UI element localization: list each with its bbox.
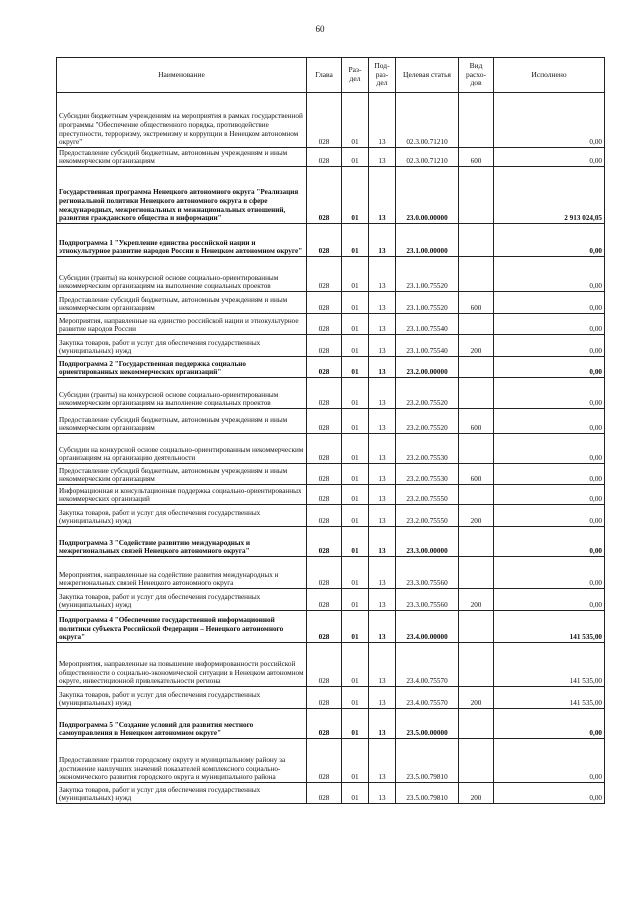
cell-section: 01 (342, 557, 369, 589)
cell-chapter: 028 (307, 783, 342, 804)
cell-expense-type (459, 357, 494, 378)
cell-executed: 0,00 (494, 148, 605, 167)
cell-executed: 0,00 (494, 739, 605, 783)
cell-target: 23.4.00.75570 (396, 643, 459, 687)
cell-subsection: 13 (369, 292, 396, 314)
cell-target: 02.3.00.71210 (396, 93, 459, 148)
cell-target: 23.2.00.75530 (396, 464, 459, 485)
cell-expense-type (459, 739, 494, 783)
cell-target: 23.2.00.75520 (396, 378, 459, 409)
cell-executed: 141 535,00 (494, 643, 605, 687)
header-executed: Исполнено (494, 58, 605, 93)
header-subsection: Под- раз- дел (369, 58, 396, 93)
cell-name: Подпрограмма 1 "Укрепление единства российской нации и этнокультурное развитие народов России в Ненецком автономном округе" (57, 224, 307, 257)
cell-expense-type: 200 (459, 589, 494, 611)
cell-name: Закупка товаров, работ и услуг для обеспечения государственных (муниципальных) нужд (57, 335, 307, 357)
cell-subsection: 13 (369, 505, 396, 527)
cell-expense-type (459, 224, 494, 257)
cell-expense-type (459, 314, 494, 335)
cell-name: Предоставление субсидий бюджетным, автономным учреждениям и иным некоммерческим организациям (57, 148, 307, 167)
table-row (57, 335, 605, 357)
cell-section: 01 (342, 434, 369, 464)
cell-target: 23.1.00.75540 (396, 314, 459, 335)
cell-section: 01 (342, 93, 369, 148)
cell-subsection: 13 (369, 464, 396, 485)
cell-subsection: 13 (369, 589, 396, 611)
cell-executed: 0,00 (494, 709, 605, 739)
cell-expense-type (459, 167, 494, 224)
cell-target: 23.2.00.75530 (396, 434, 459, 464)
cell-target: 23.3.00.00000 (396, 527, 459, 557)
cell-name: Подпрограмма 2 "Государственная поддержка социально ориентированных некоммерческих организаций" (57, 357, 307, 378)
cell-subsection: 13 (369, 527, 396, 557)
cell-subsection: 13 (369, 167, 396, 224)
cell-chapter: 028 (307, 505, 342, 527)
cell-name: Закупка товаров, работ и услуг для обеспечения государственных (муниципальных) нужд (57, 505, 307, 527)
cell-executed: 0,00 (494, 357, 605, 378)
header-expense-type: Вид расхо- дов (459, 58, 494, 93)
table-row (57, 93, 605, 148)
cell-target: 23.1.00.75520 (396, 292, 459, 314)
table-row (57, 643, 605, 687)
cell-name: Предоставление грантов городскому округу и муниципальному району за достижение наилучших значений показателей комплексного социально-экономического развития городского округа и муниципального района (57, 739, 307, 783)
cell-expense-type: 200 (459, 687, 494, 709)
cell-executed: 2 913 024,05 (494, 167, 605, 224)
cell-section: 01 (342, 167, 369, 224)
cell-executed: 0,00 (494, 314, 605, 335)
cell-name: Субсидии (гранты) на конкурсной основе социально-ориентированным некоммерческим организациям на выполнение социальных проектов (57, 257, 307, 292)
cell-section: 01 (342, 709, 369, 739)
cell-name: Закупка товаров, работ и услуг для обеспечения государственных (муниципальных) нужд (57, 687, 307, 709)
cell-executed: 0,00 (494, 589, 605, 611)
header-row (57, 58, 605, 93)
cell-subsection: 13 (369, 687, 396, 709)
cell-name: Предоставление субсидий бюджетным, автономным учреждениям и иным некоммерческим организациям (57, 409, 307, 434)
cell-section: 01 (342, 527, 369, 557)
cell-chapter: 028 (307, 335, 342, 357)
cell-section: 01 (342, 739, 369, 783)
cell-target: 23.5.00.00000 (396, 709, 459, 739)
cell-target: 23.1.00.00000 (396, 224, 459, 257)
cell-executed: 0,00 (494, 93, 605, 148)
header-chapter: Глава (307, 58, 342, 93)
cell-expense-type (459, 557, 494, 589)
cell-chapter: 028 (307, 378, 342, 409)
cell-subsection: 13 (369, 314, 396, 335)
cell-expense-type (459, 434, 494, 464)
table-row (57, 224, 605, 257)
cell-name: Мероприятия, направленные на единство российской нации и этнокультурное развитие народов России (57, 314, 307, 335)
cell-subsection: 13 (369, 357, 396, 378)
cell-section: 01 (342, 589, 369, 611)
cell-target: 23.3.00.75560 (396, 557, 459, 589)
cell-expense-type (459, 378, 494, 409)
cell-name: Подпрограмма 4 "Обеспечение государственной информационной политики субъекта Российской Федерации – Ненецкого автономного округа" (57, 611, 307, 643)
cell-expense-type: 600 (459, 464, 494, 485)
table-row (57, 167, 605, 224)
cell-subsection: 13 (369, 148, 396, 167)
cell-name: Подпрограмма 5 "Создание условий для развития местного самоуправления в Ненецком автономном округе" (57, 709, 307, 739)
cell-name: Мероприятия, направленные на содействие развития международных и межрегиональных связей Ненецкого автономного округа (57, 557, 307, 589)
cell-expense-type (459, 257, 494, 292)
cell-chapter: 028 (307, 434, 342, 464)
cell-name: Предоставление субсидий бюджетным, автономным учреждениям и иным некоммерческим организациям (57, 464, 307, 485)
cell-chapter: 028 (307, 687, 342, 709)
cell-name: Субсидии бюджетным учреждениям на мероприятия в рамках государственной программы "Обеспечение общественного порядка, противодействие преступности, терроризму, экстремизму и коррупции в Ненецком автономном округе" (57, 93, 307, 148)
cell-section: 01 (342, 148, 369, 167)
cell-expense-type (459, 611, 494, 643)
cell-section: 01 (342, 292, 369, 314)
cell-name: Государственная программа Ненецкого автономного округа "Реализация региональной политики Ненецкого автономного округа в сфере международных, межрегиональных и межнациональных отношений, развития гражданского общества и информации" (57, 167, 307, 224)
cell-name: Субсидии (гранты) на конкурсной основе социально-ориентированным некоммерческим организациям на выполнение социальных проектов (57, 378, 307, 409)
cell-section: 01 (342, 257, 369, 292)
cell-executed: 0,00 (494, 292, 605, 314)
cell-chapter: 028 (307, 314, 342, 335)
cell-executed: 0,00 (494, 257, 605, 292)
cell-name: Предоставление субсидий бюджетным, автономным учреждениям и иным некоммерческим организациям (57, 292, 307, 314)
cell-chapter: 028 (307, 464, 342, 485)
cell-subsection: 13 (369, 709, 396, 739)
cell-executed: 0,00 (494, 409, 605, 434)
cell-section: 01 (342, 464, 369, 485)
cell-subsection: 13 (369, 643, 396, 687)
cell-chapter: 028 (307, 409, 342, 434)
cell-name: Закупка товаров, работ и услуг для обеспечения государственных (муниципальных) нужд (57, 783, 307, 804)
table-row (57, 687, 605, 709)
table-row (57, 148, 605, 167)
table-row (57, 409, 605, 434)
cell-executed: 0,00 (494, 378, 605, 409)
table-row (57, 505, 605, 527)
cell-chapter: 028 (307, 643, 342, 687)
cell-executed: 0,00 (494, 335, 605, 357)
cell-target: 23.1.00.75520 (396, 257, 459, 292)
cell-section: 01 (342, 224, 369, 257)
table-row (57, 557, 605, 589)
cell-executed: 0,00 (494, 505, 605, 527)
cell-section: 01 (342, 378, 369, 409)
cell-name: Мероприятия, направленные на повышение информированности российской общественности о социально-экономической ситуации в Ненецком автономном округе, инвестиционной привлекательности региона (57, 643, 307, 687)
cell-executed: 0,00 (494, 527, 605, 557)
cell-subsection: 13 (369, 611, 396, 643)
cell-target: 02.3.00.71210 (396, 148, 459, 167)
cell-expense-type: 200 (459, 505, 494, 527)
cell-target: 23.2.00.00000 (396, 357, 459, 378)
cell-target: 23.5.00.79810 (396, 783, 459, 804)
cell-chapter: 028 (307, 485, 342, 505)
cell-executed: 0,00 (494, 557, 605, 589)
table-row (57, 378, 605, 409)
cell-chapter: 028 (307, 557, 342, 589)
cell-name: Субсидии на конкурсной основе социально-ориентированным некоммерческим организациям на организацию деятельности (57, 434, 307, 464)
cell-target: 23.3.00.75560 (396, 589, 459, 611)
cell-section: 01 (342, 643, 369, 687)
cell-executed: 0,00 (494, 224, 605, 257)
cell-section: 01 (342, 783, 369, 804)
cell-chapter: 028 (307, 93, 342, 148)
cell-expense-type: 600 (459, 148, 494, 167)
cell-executed: 0,00 (494, 485, 605, 505)
cell-section: 01 (342, 335, 369, 357)
table-row (57, 357, 605, 378)
cell-section: 01 (342, 505, 369, 527)
cell-subsection: 13 (369, 485, 396, 505)
cell-subsection: 13 (369, 557, 396, 589)
table-row (57, 314, 605, 335)
cell-subsection: 13 (369, 93, 396, 148)
table-row (57, 709, 605, 739)
cell-chapter: 028 (307, 292, 342, 314)
cell-section: 01 (342, 611, 369, 643)
cell-target: 23.2.00.75550 (396, 485, 459, 505)
cell-chapter: 028 (307, 709, 342, 739)
cell-target: 23.2.00.75520 (396, 409, 459, 434)
cell-name: Закупка товаров, работ и услуг для обеспечения государственных (муниципальных) нужд (57, 589, 307, 611)
cell-subsection: 13 (369, 378, 396, 409)
cell-section: 01 (342, 314, 369, 335)
cell-chapter: 028 (307, 148, 342, 167)
cell-subsection: 13 (369, 783, 396, 804)
cell-expense-type: 600 (459, 292, 494, 314)
cell-name: Подпрограмма 3 "Содействие развитию международных и межрегиональных связей Ненецкого автономного округа" (57, 527, 307, 557)
cell-chapter: 028 (307, 224, 342, 257)
cell-expense-type (459, 709, 494, 739)
cell-executed: 141 535,00 (494, 687, 605, 709)
cell-section: 01 (342, 485, 369, 505)
table-row (57, 257, 605, 292)
cell-name: Информационная и консультационная поддержка социально-ориентированных некоммерческих организаций (57, 485, 307, 505)
cell-subsection: 13 (369, 409, 396, 434)
table-row (57, 527, 605, 557)
cell-expense-type (459, 643, 494, 687)
cell-chapter: 028 (307, 357, 342, 378)
table-row (57, 485, 605, 505)
cell-subsection: 13 (369, 739, 396, 783)
table-row (57, 434, 605, 464)
cell-target: 23.2.00.75550 (396, 505, 459, 527)
table-row (57, 783, 605, 804)
budget-table (56, 57, 605, 804)
table-row (57, 589, 605, 611)
cell-executed: 0,00 (494, 464, 605, 485)
cell-chapter: 028 (307, 739, 342, 783)
table-row (57, 292, 605, 314)
table-row (57, 611, 605, 643)
cell-expense-type (459, 93, 494, 148)
cell-chapter: 028 (307, 589, 342, 611)
cell-target: 23.4.00.00000 (396, 611, 459, 643)
cell-target: 23.5.00.79810 (396, 739, 459, 783)
cell-section: 01 (342, 409, 369, 434)
header-target: Целевая статья (396, 58, 459, 93)
cell-executed: 0,00 (494, 783, 605, 804)
cell-chapter: 028 (307, 611, 342, 643)
cell-expense-type: 200 (459, 783, 494, 804)
cell-subsection: 13 (369, 335, 396, 357)
cell-chapter: 028 (307, 167, 342, 224)
header-section: Раз- дел (342, 58, 369, 93)
cell-chapter: 028 (307, 257, 342, 292)
cell-section: 01 (342, 357, 369, 378)
cell-subsection: 13 (369, 434, 396, 464)
cell-expense-type: 200 (459, 335, 494, 357)
cell-expense-type (459, 485, 494, 505)
table-body (57, 93, 605, 804)
cell-target: 23.0.00.00000 (396, 167, 459, 224)
cell-chapter: 028 (307, 527, 342, 557)
cell-target: 23.4.00.75570 (396, 687, 459, 709)
cell-expense-type: 600 (459, 409, 494, 434)
table-row (57, 739, 605, 783)
cell-target: 23.1.00.75540 (396, 335, 459, 357)
page-number: 60 (315, 24, 325, 34)
cell-executed: 0,00 (494, 434, 605, 464)
cell-expense-type (459, 527, 494, 557)
cell-executed: 141 535,00 (494, 611, 605, 643)
cell-subsection: 13 (369, 224, 396, 257)
table-row (57, 464, 605, 485)
header-name: Наименование (57, 58, 307, 93)
cell-section: 01 (342, 687, 369, 709)
cell-subsection: 13 (369, 257, 396, 292)
